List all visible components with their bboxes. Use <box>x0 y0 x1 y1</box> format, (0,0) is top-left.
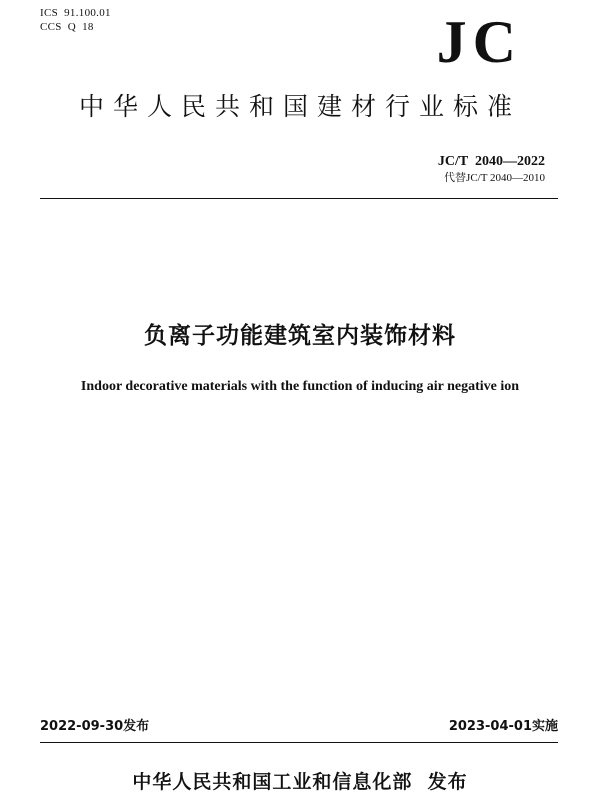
implementation-date: 2023-04-01实施 <box>448 719 558 734</box>
document-title-english: Indoor decorative materials with the function of inducing air negative ion <box>80 379 520 394</box>
ccs-code: CCS Q 18 <box>40 21 94 33</box>
document-title-chinese: 负离子功能建筑室内装饰材料 <box>144 323 456 349</box>
issue-date: 2022-09-30发布 <box>40 719 150 734</box>
classification-codes <box>40 6 111 34</box>
standard-category-title: 中华人民共和国建材行业标准 <box>78 92 521 121</box>
jc-logo: JC <box>436 9 522 75</box>
footer-divider <box>40 742 558 743</box>
publisher: 中华人民共和国工业和信息化部 发布 <box>132 771 468 793</box>
standard-number: JC/T 2040—2022 <box>437 154 545 169</box>
standard-number-block <box>438 153 545 185</box>
header-divider <box>40 198 558 199</box>
ics-code: ICS 91.100.01 <box>40 7 111 19</box>
replaces-standard: 代替JC/T 2040—2010 <box>444 172 545 184</box>
